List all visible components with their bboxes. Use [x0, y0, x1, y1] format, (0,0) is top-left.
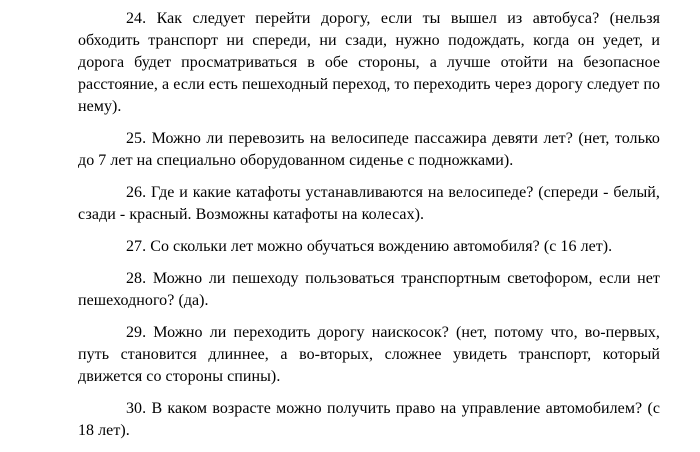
question-number: 26.: [126, 184, 147, 201]
question-text: Со скольки лет можно обучаться вождению автомобиля?: [150, 238, 540, 255]
answer-text: (нет, потому что, во-первых, путь становится длиннее, а во-вторых, сложнее увидеть транспорт, который движется со стороны спины).: [78, 324, 660, 385]
document-page: [78, 8, 660, 442]
question-text: Где и какие катафоты устанавливаются на велосипеде?: [150, 184, 534, 201]
answer-text: (спереди - белый, сзади - красный. Возможны катафоты на колесах).: [78, 184, 660, 223]
question-text: В каком возрасте можно получить право на управление автомобилем?: [151, 400, 643, 417]
question-number: 30.: [126, 400, 147, 417]
question-24: [78, 8, 660, 118]
question-text: Можно ли переходить дорогу наискосок?: [153, 324, 449, 341]
answer-text: (да).: [178, 292, 209, 309]
question-26: [78, 182, 660, 226]
question-text: Как следует перейти дорогу, если ты вышел из автобуса?: [156, 10, 600, 27]
question-text: Можно ли перевозить на велосипеде пассажира девяти лет?: [151, 130, 573, 147]
answer-text: (с 18 лет).: [78, 400, 660, 439]
question-27: [78, 236, 660, 258]
answer-text: (с 16 лет).: [543, 238, 613, 255]
question-text: Можно ли пешеходу пользоваться транспортным светофором, если нет пешеходного?: [78, 270, 660, 309]
question-number: 25.: [126, 130, 147, 147]
question-number: 27.: [126, 238, 147, 255]
question-number: 24.: [126, 10, 147, 27]
question-28: [78, 268, 660, 312]
answer-text: (нельзя обходить транспорт ни спереди, ни сзади, нужно подождать, когда он уедет, и дорога будет просматриваться в обе стороны, а лучше отойти на безопасное расстояние, а если есть пешеходный переход, то переходить через дорогу следует по нему).: [78, 10, 660, 115]
question-number: 29.: [126, 324, 147, 341]
question-30: [78, 398, 660, 442]
question-25: [78, 128, 660, 172]
question-29: [78, 322, 660, 388]
answer-text: (нет, только до 7 лет на специально оборудованном сиденье с подножками).: [78, 130, 660, 169]
question-number: 28.: [126, 270, 147, 287]
